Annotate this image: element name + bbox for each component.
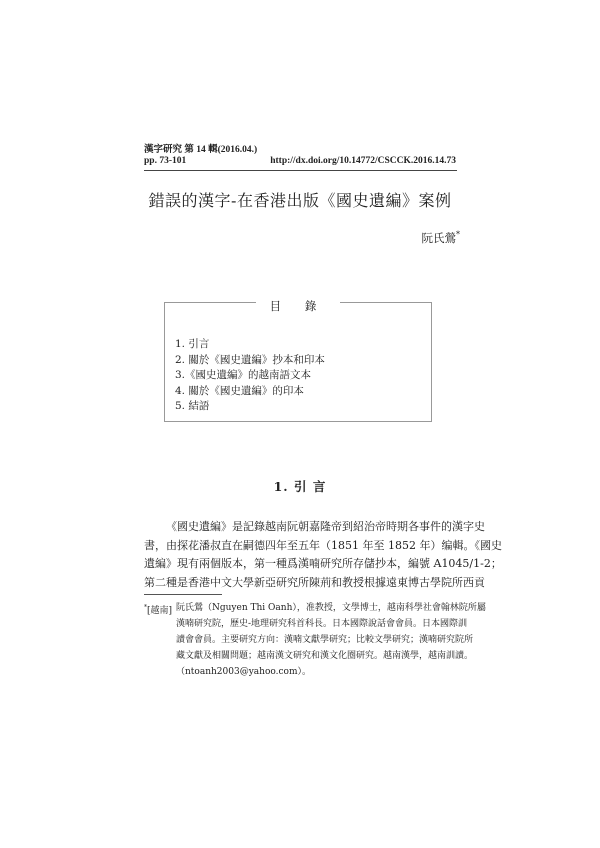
footnote-email: （ntoanh2003@yahoo.com）。 — [176, 667, 311, 677]
journal-name: 漢字研究 — [144, 145, 183, 155]
author-footnote-mark: * — [456, 230, 460, 240]
journal-issue: 第 14 輯(2016.04.) — [184, 145, 258, 155]
toc-item: 1. 引言 — [175, 338, 210, 350]
paragraph-line: 書，由探花潘叔直在嗣德四年至五年（1851 年至 1852 年）编輯。《國史 — [144, 538, 502, 552]
introduction-paragraph — [144, 518, 502, 592]
header-divider — [144, 170, 457, 171]
toc-item: 5. 結語 — [175, 400, 210, 413]
journal-info — [144, 141, 257, 155]
author-line — [422, 230, 461, 246]
author-footnote — [144, 600, 486, 680]
toc-item: 4. 關於《國史遺編》的印本 — [175, 384, 304, 397]
footnote-line: 阮氏鶯（Nguyen Thi Oanh），准教授，文學博士，越南科學社會翰林院所屬 — [176, 603, 486, 613]
footnote-line: 漢喃研究院，歷史-地理研究科首科長。日本國際說話會會員。日本國際訓 — [176, 619, 468, 629]
toc-item: 2. 關於《國史遺編》抄本和印本 — [175, 353, 325, 366]
toc-heading: 目 錄 — [256, 298, 341, 314]
footnote-divider — [144, 594, 222, 595]
section-heading-introduction: 1. 引 言 — [273, 479, 327, 494]
author-name: 阮氏鶯 — [421, 231, 456, 245]
paragraph-line: 遺編》現有兩個版本，第一種爲漢喃研究所存儲抄本，編號 A1045/1-2； — [144, 557, 502, 571]
footnote-marker: *[越南] — [144, 604, 173, 616]
toc-list — [175, 337, 325, 415]
table-of-contents — [164, 299, 432, 422]
paragraph-line: 第二種是香港中文大學新亞研究所陳荊和教授根據遠東博古學院所西貢 — [144, 575, 485, 589]
paper-title: 錯誤的漢字-在香港出版《國史遺編》案例 — [148, 191, 452, 210]
doi-link[interactable]: http://dx.doi.org/10.14772/CSCCK.2016.14.73 — [270, 156, 456, 166]
footnote-line: 讀會會員。主要研究方向：漢喃文獻學研究；比較文學研究；漢喃研究院所 — [176, 635, 474, 645]
toc-item: 3.《國史遺編》的越南語文本 — [175, 369, 312, 382]
footnote-line: 藏文獻及相關問題；越南漢文研究和漢文化圈研究。越南漢學，越南訓讀。 — [176, 651, 474, 661]
page-range: pp. 73-101 — [144, 156, 187, 166]
paragraph-line: 《國史遺編》是記錄越南阮朝嘉隆帝到紹治帝時期各事件的漢字史 — [166, 520, 485, 533]
